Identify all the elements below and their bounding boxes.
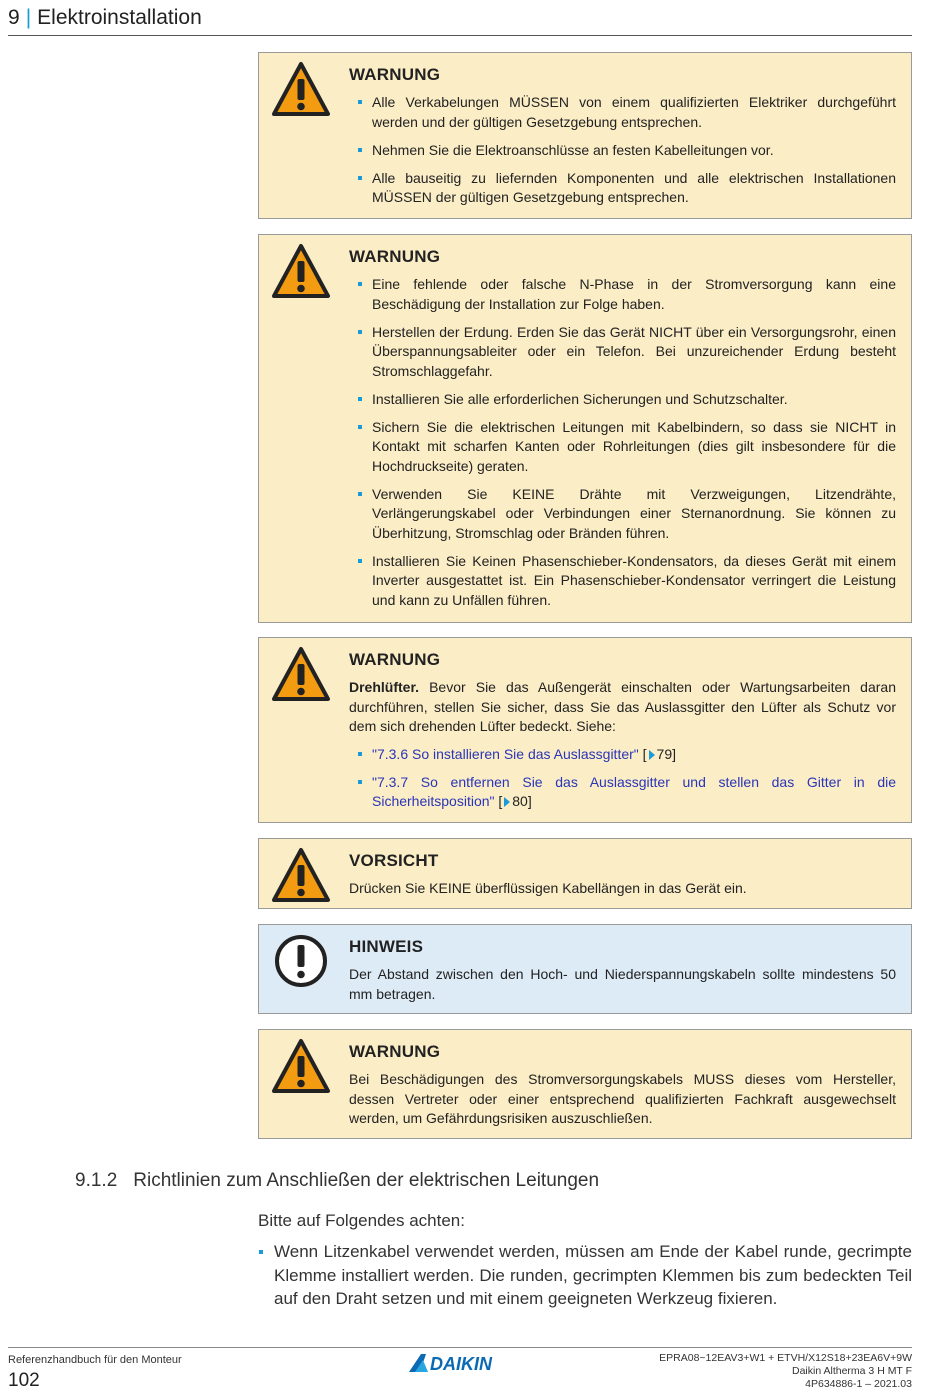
caution-box — [258, 838, 912, 909]
list-item: Alle Verkabelungen MÜSSEN von einem qualifizierten Elektriker durchgeführt werden und der gültigen Gesetzgebung entsprechen. — [349, 93, 896, 132]
model-numbers: EPRA08~12EAV3+W1 + ETVH/X12S18+23EA6V+9W — [659, 1352, 912, 1364]
warning-box-4 — [258, 1029, 912, 1139]
section-title: Richtlinien zum Anschließen der elektrischen Leitungen — [133, 1170, 600, 1191]
bullet-icon — [358, 752, 362, 756]
bullet-icon — [358, 282, 362, 286]
page-ref-arrow-icon — [649, 750, 655, 760]
bullet-icon — [259, 1250, 263, 1254]
link-install-grille[interactable]: "7.3.6 So installieren Sie das Auslassgitter" — [372, 745, 639, 762]
page-number: 102 — [8, 1370, 40, 1391]
list-item: "7.3.7 So entfernen Sie das Auslassgitter und stellen das Gitter in die Sicherheitsposition" [ 80] — [349, 773, 896, 812]
footer-divider — [8, 1347, 912, 1348]
exclamation-circle-icon — [271, 933, 331, 989]
bullet-icon — [358, 425, 362, 429]
warning-title: WARNUNG — [349, 65, 441, 84]
lead-bold: Drehlüfter. — [349, 679, 420, 695]
warning-box-2 — [258, 234, 912, 623]
bullet-icon — [358, 148, 362, 152]
warning-triangle-icon — [271, 1038, 331, 1094]
product-name: Daikin Altherma 3 H MT F — [791, 1365, 912, 1377]
warning-triangle-icon — [271, 646, 331, 702]
list-item: Installieren Sie Keinen Phasenschieber-Kondensators, da dieses Gerät mit einem Inverter ausgestattet ist. Ein Phasenschieber-Kondensator verringert die Leistung und kann zu Unfällen führen. — [349, 552, 896, 611]
list-item: "7.3.6 So installieren Sie das Auslassgitter" [ 79] — [349, 745, 896, 765]
list-item: Installieren Sie alle erforderlichen Sicherungen und Schutzschalter. — [349, 390, 896, 410]
bullet-icon — [358, 780, 362, 784]
chapter-title: Elektroinstallation — [37, 6, 202, 29]
manual-name: Referenzhandbuch für den Monteur — [8, 1354, 182, 1366]
section-list — [258, 1240, 912, 1311]
bullet-icon — [358, 330, 362, 334]
chapter-number: 9 — [8, 6, 20, 29]
svg-text:DAIKIN: DAIKIN — [430, 1354, 492, 1373]
bullet-icon — [358, 100, 362, 104]
page-ref-arrow-icon — [504, 797, 510, 807]
footer-meta — [659, 1352, 912, 1391]
bullet-icon — [358, 397, 362, 401]
bullet-icon — [358, 492, 362, 496]
list-item: Wenn Litzenkabel verwendet werden, müssen am Ende der Kabel runde, gecrimpte Klemme installiert werden. Die runden, gecrimpten Klemmen bis zum bedeckten Teil auf den Draht setzen und mit einem geeigneten Werkzeug fixieren. — [258, 1240, 912, 1311]
list-item: Sichern Sie die elektrischen Leitungen mit Kabelbindern, so dass sie NICHT in Kontakt mit scharfen Kanten oder Rohrleitungen (dies gilt insbesondere für die Hochdruckseite) geraten. — [349, 418, 896, 477]
page-ref[interactable]: 80 — [512, 793, 528, 809]
warning-triangle-icon — [271, 847, 331, 903]
warning-list — [349, 275, 896, 610]
section-heading — [75, 1170, 599, 1192]
page-ref[interactable]: 79 — [656, 745, 673, 762]
daikin-logo — [409, 1353, 511, 1373]
list-item: Alle bauseitig zu liefernden Komponenten und alle elektrischen Installationen MÜSSEN der gültigen Gesetzgebung entsprechen. — [349, 169, 896, 208]
list-item: Verwenden Sie KEINE Drähte mit Verzweigungen, Litzendrähte, Verlängerungskabel oder Verbindungen einer Sternanordnung. Sie können zu Überhitzung, Stromschlag oder Bränden führen. — [349, 485, 896, 544]
list-item: Herstellen der Erdung. Erden Sie das Gerät NICHT über ein Versorgungsrohr, einen Überspannungsableiter oder ein Telefon. Bei unzureichender Erdung besteht Stromschlaggefahr. — [349, 323, 896, 382]
warning-triangle-icon — [271, 61, 331, 117]
warning-list — [349, 93, 896, 208]
note-box — [258, 924, 912, 1014]
warning-text: Drehlüfter. Bevor Sie das Außengerät einschalten oder Wartungsarbeiten daran durchführen, stellen Sie sicher, dass Sie das Auslassgitter den Lüfter als Schutz vor dem sich drehenden Lüfter bedeckt. Siehe: — [349, 679, 896, 734]
warning-triangle-icon — [271, 243, 331, 299]
page-header — [8, 6, 912, 36]
caution-text: Drücken Sie KEINE überflüssigen Kabellängen in das Gerät ein. — [349, 880, 747, 896]
warning-text: Bei Beschädigungen des Stromversorgungskabels MUSS dieses vom Hersteller, dessen Vertreter oder einer entsprechend qualifizierten Fachkraft ausgewechselt werden, um Gefährdungsrisiken auszuschließen. — [349, 1071, 896, 1126]
warning-title: WARNUNG — [349, 247, 441, 266]
warning-title: WARNUNG — [349, 1042, 441, 1061]
document-number: 4P634886-1 – 2021.03 — [805, 1378, 912, 1390]
note-text: Der Abstand zwischen den Hoch- und Niederspannungskabeln sollte mindestens 50 mm betragen. — [349, 966, 896, 1002]
warning-title: WARNUNG — [349, 650, 441, 669]
caution-title: VORSICHT — [349, 851, 439, 870]
note-title: HINWEIS — [349, 937, 424, 956]
header-separator: | — [25, 6, 32, 29]
list-item: Eine fehlende oder falsche N-Phase in der Stromversorgung kann eine Beschädigung der Installation zur Folge haben. — [349, 275, 896, 314]
section-intro: Bitte auf Folgendes achten: — [258, 1211, 465, 1230]
link-remove-grille[interactable]: "7.3.7 So entfernen Sie das Auslassgitter und stellen das Gitter in die Sicherheitsposition" — [372, 773, 896, 809]
list-item: Nehmen Sie die Elektroanschlüsse an festen Kabelleitungen vor. — [349, 141, 896, 161]
bullet-icon — [358, 559, 362, 563]
reference-list — [349, 745, 896, 812]
section-number: 9.1.2 — [75, 1170, 118, 1191]
warning-box-1 — [258, 52, 912, 219]
bullet-icon — [358, 176, 362, 180]
warning-box-3 — [258, 637, 912, 823]
